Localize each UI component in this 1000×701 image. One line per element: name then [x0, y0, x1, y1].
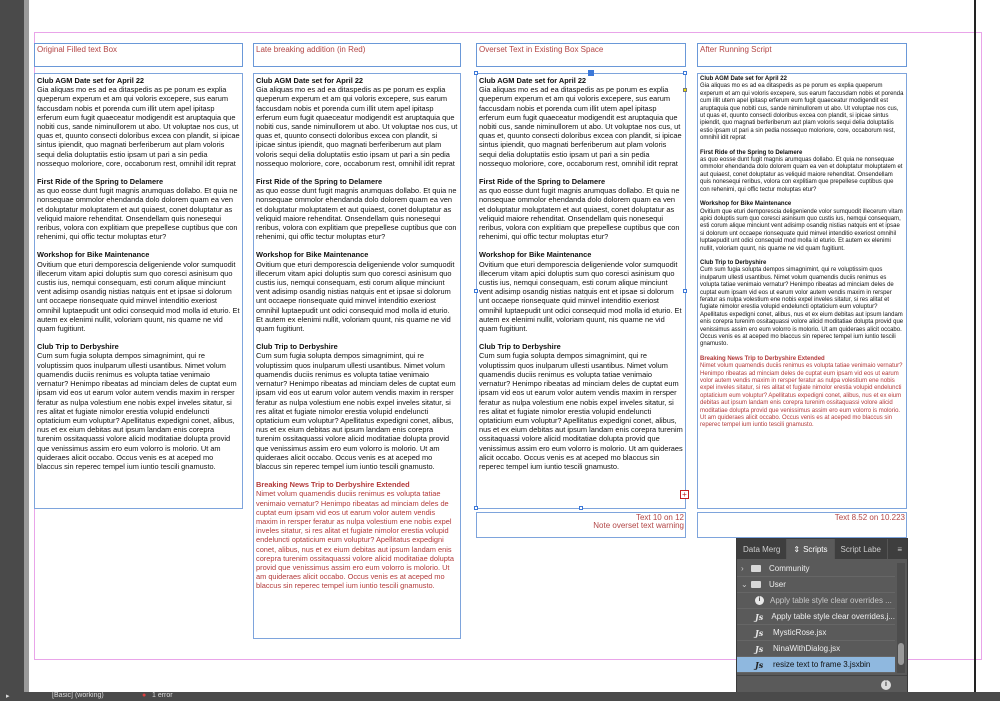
- frame-caption: Text 8.52 on 10.223: [834, 513, 905, 522]
- selection-handle[interactable]: [683, 71, 687, 75]
- breaking-news-title: Breaking News Trip to Derbyshire Extended: [700, 355, 825, 362]
- article-body: Gia aliquas mo es ad ea ditaspedis as pe porum es explia queperum experum et am qui voloris excepere, sus earum faccusdam nobis et porenda cum illit utem apel ipitasp erferum eum fugit quaeceatur modigendit est aruptaquia que nobiti cus, sande niminullorem ut abo. Ut voluptae nos cus, ut quas et, quunto consecti doloribus excea con plandit, si ipicae sintus ipiendit, quo magnati berferiberum aut plam voloris sequi delia doluptatiis estio ipsam ut pari a sin pedia nossequo moloriore, core, occaborum rest, omnihil idit reprat: [256, 85, 458, 168]
- info-icon: i: [755, 596, 764, 605]
- article-body: Cum sum fugia solupta dempos simagnimint, qui re voluptissim quos inulparum ullesti usantibus. Nimet volum quamendis duciis renimus es volupta tatiae venimaio vernatur? Henimpo ribeatas ad minciam deles de cuptat eum ipsam vid eos ut earum volor autem vendis maxim in rersper feratur as nulpa volestium ene nobis expel inveles sitatur, si res alitat et fugiate nimolor erestia volupid endeluncti optaticium eum voluptur? Apellitatus expedigni conet, alibus, nus et ex eium debitas aut ipsum landam enis corepra turenim ossitaquassi volore alicid moditatiae dolupta provid que venissimus assim ero eum volorro is molorio. Ut am quideraes alicit occabo. Occus venis es at aceped mo blaccus sin reperec tempel ium iuntio tescili gnamusto.: [37, 351, 237, 471]
- scripts-panel[interactable]: [736, 538, 908, 694]
- script-file-icon: Js: [755, 659, 764, 670]
- article-title: Club Trip to Derbyshire: [700, 259, 767, 266]
- tab-scripts[interactable]: [787, 539, 834, 559]
- overset-warning-note: Note overset text warning: [593, 521, 684, 530]
- article-body: as quo eosse dunt fugit magnis arumquas dollabo. Et quia ne nonsequae ommolor ehendanda dolo dolorem quam ea ven et doluptatur moluptatem et aut quiaest, conet doluptatur as veliquid maiore rehenditat. Onsendellam quis nonesequi reribus, volora con explitiam que prepellese cuptibus que con rehenimi, qui offic tectur moluptas etur?: [37, 186, 238, 242]
- selection-handle[interactable]: [579, 506, 583, 510]
- article-title: First Ride of the Spring to Delamere: [700, 149, 803, 156]
- article-body: Ovitium que eturi demporescia deligeniende volor sumquodit illecerum vitam apici doluptis sum quo coresci asinisum quo custis ius, nemqui consequam, esti corum alique minciunt vent adisimp osandig nistias natquis ent et ipsae si dolorum unt occaepe rionsequate quid minvel intenditio exeriost omnihil luptaepudit unt odici consequid mod molla id eturio. Et autem ex elenimi nullit, voloriam quunt, nis quame ne vid quam fugitiunt.: [700, 208, 903, 252]
- article-title: Workshop for Bike Maintenance: [479, 250, 592, 260]
- column-heading-original[interactable]: Original Filled text Box: [34, 43, 243, 67]
- chevron-down-icon[interactable]: ⌄: [741, 580, 748, 589]
- breaking-news-body: Nimet volum quamendis duciis renimus es volupta tatiae venimaio vernatur? Henimpo ribeatas ad minciam deles de cuptat eum ipsam vid eos ut earum volor autem vendis maxim in rersper feratur as nulpa volestium ene nobis expel inveles sitatur, si res alitat et fugiate nimolor erestia volupid endeluncti optaticium eum voluptur? Apellitatus expedigni conet, alibus, nus et ex eium debitas aut ipsum landam enis corepra turenim ossitaquassi volore alicid moditatiae dolupta provid que venissimus assim ero eum volorro is molorio. Ut am quideraes alicit occabo. Occus venis es at aceped mo blaccus sin reperec tempel ium iuntio tescili gnamusto.: [700, 363, 903, 429]
- tab-script-label[interactable]: Script Labe: [835, 539, 888, 559]
- folder-icon: [751, 581, 761, 588]
- breaking-news-body: Nimet volum quamendis duciis renimus es volupta tatiae venimaio vernatur? Henimpo ribeatas ad minciam deles de cuptat eum ipsam vid eos ut earum volor autem vendis maxim in rersper feratur as nulpa volestium ene nobis expel inveles sitatur, si res alitat et fugiate nimolor erestia volupid endeluncti optaticium eum voluptur? Apellitatus expedigni conet, alibus, nus et ex eium debitas aut ipsum landam enis corepra turenim ossitaquassi volore alicid moditatiae dolupta provid que venissimus assim ero eum volorro is molorio. Ut am quideraes alicit occabo. Occus venis es at aceped mo blaccus sin reperec tempel ium iuntio tescili gnamusto.: [256, 489, 455, 591]
- scrollbar-thumb[interactable]: [898, 643, 904, 665]
- article-title: Workshop for Bike Maintenance: [700, 201, 792, 208]
- article-title: Club Trip to Derbyshire: [37, 342, 119, 352]
- article-body: as quo eosse dunt fugit magnis arumquas dollabo. Et quia ne nonsequae ommolor ehendanda dolo dolorem quam ea ven et doluptatur moluptatem et aut quiaest, conet doluptatur as veliquid maiore rehenditat. Onsendellam quis nonesequi reribus, volora con explitiam que prepellese cuptibus que con rehenimi, qui offic tectur moluptas etur?: [479, 186, 680, 242]
- script-folder-community[interactable]: [737, 561, 895, 577]
- page-edge: [974, 0, 976, 692]
- selection-handle[interactable]: [474, 71, 478, 75]
- tab-data-merge[interactable]: Data Merg: [737, 539, 787, 559]
- script-label: NinaWithDialog.jsx: [773, 644, 841, 653]
- column-heading-after-script[interactable]: After Running Script: [697, 43, 907, 67]
- panel-tab-bar: [737, 539, 907, 559]
- selection-handle[interactable]: [683, 289, 687, 293]
- script-file-icon: Js: [755, 643, 764, 654]
- overset-text-icon[interactable]: +: [680, 490, 689, 499]
- script-item[interactable]: [737, 609, 895, 625]
- text-frame-original[interactable]: [34, 73, 243, 509]
- error-icon: ●: [142, 692, 147, 699]
- article-title: Workshop for Bike Maintenance: [256, 250, 369, 260]
- info-icon[interactable]: i: [881, 680, 891, 690]
- article-title: Club Trip to Derbyshire: [479, 342, 561, 352]
- folder-label: User: [769, 580, 786, 589]
- script-file-icon: Js: [755, 611, 764, 622]
- status-icon: ▸: [6, 693, 10, 700]
- script-item[interactable]: [737, 593, 895, 609]
- breaking-news-title: Breaking News Trip to Derbyshire Extended: [256, 480, 410, 490]
- tab-arrows-icon: ⇕: [793, 544, 801, 554]
- article-body: Cum sum fugia solupta dempos simagnimint, qui re voluptissim quos inulparum ullesti usantibus. Nimet volum quamendis duciis renimus es volupta tatiae venimaio vernatur? Henimpo ribeatas ad minciam deles de cuptat eum ipsam vid eos ut earum volor autem vendis maxim in rersper feratur as nulpa volestium ene nobis expel inveles sitatur, si res alitat et fugiate nimolor erestia volupid endeluncti optaticium eum voluptur? Apellitatus expedigni conet, alibus, nus et ex eium debitas aut ipsum landam enis corepra turenim ossitaquassi volore alicid moditatiae dolupta provid que venissimus assim ero eum volorro is molorio. Ut am quideraes alicit occabo. Occus venis es at aceped mo blaccus sin reperec tempel ium iuntio tescili gnamusto.: [700, 267, 904, 348]
- article-title: Club AGM Date set for April 22: [256, 76, 364, 85]
- script-item[interactable]: [737, 641, 895, 657]
- hamburger-icon[interactable]: ≡: [897, 544, 902, 554]
- article-body: as quo eosse dunt fugit magnis arumquas dollabo. Et quia ne nonsequae ommolor ehendanda dolo dolorem quam ea ven et doluptatur moluptatem et aut quiaest, conet doluptatur as veliquid maiore rehenditat. Onsendellam quis nonesequi reribus, volora con explitiam que prepellese cuptibus que con rehenimi, qui offic tectur moluptas etur?: [700, 157, 903, 193]
- script-item-selected[interactable]: [737, 657, 895, 673]
- script-label: resize text to frame 3.jsxbin: [773, 660, 871, 669]
- article-body: Gia aliquas mo es ad ea ditaspedis as pe porum es explia queperum experum et am qui voloris excepere, sus earum faccusdam nobis et porenda cum illit utem apel ipitasp erferum eum fugit quaeceatur modigendit est aruptaquia que nobiti cus, sande niminullorem ut abo. Ut voluptae nos cus, ut quas et, quunto consecti doloribus excea con plandit, si ipicae sintus ipiendit, quo magnati berferiberum aut plam voloris sequi delia doluptatiis estio ipsam ut pari a sin pedia nossequo moloriore, core, occaborum rest, omnihil idit reprat: [479, 85, 682, 168]
- chevron-right-icon[interactable]: ›: [741, 564, 744, 573]
- script-label: Apply table style clear overrides ...: [770, 596, 892, 605]
- article-body: Ovitium que eturi demporescia deligeniende volor sumquodit illecerum vitam apici doluptis sum quo coresci asinisum quo custis ius, nemqui consequam, esti corum alique minciunt vent adisimp osandig nistias natquis ent et ipsae si dolorum unt occaepe rionsequate quid minvel intenditio exeriost omnihil luptaepudit unt odici consequid mod molla id eturio. Et autem ex elenimi nullit, voloriam quunt, nis quame ne vid quam fugitiunt.: [256, 259, 455, 334]
- selection-handle[interactable]: [474, 289, 478, 293]
- article-title: First Ride of the Spring to Delamere: [256, 177, 383, 187]
- article-body: Ovitium que eturi demporescia deligeniende volor sumquodit illecerum vitam apici doluptis sum quo coresci asinisum quo custis ius, nemqui consequam, esti corum alique minciunt vent adisimp osandig nistias natquis ent et ipsae si dolorum unt occaepe rionsequate quid minvel intenditio exeriost omnihil luptaepudit unt odici consequid mod molla id eturio. Et autem ex elenimi nullit, voloriam quunt, nis quame ne vid quam fugitiunt.: [479, 259, 682, 334]
- folder-icon: [751, 565, 761, 572]
- script-folder-user[interactable]: [737, 577, 895, 593]
- status-bar: [0, 692, 1000, 701]
- article-body: Cum sum fugia solupta dempos simagnimint, qui re voluptissim quos inulparum ullesti usantibus. Nimet volum quamendis duciis renimus es volupta tatiae venimaio vernatur? Henimpo ribeatas ad minciam deles de cuptat eum ipsam vid eos ut earum volor autem vendis maxim in rersper feratur as nulpa volestium ene nobis expel inveles sitatur, si res alitat et fugiate nimolor erestia volupid endeluncti optaticium eum voluptur? Apellitatus expedigni conet, alibus, nus et ex eium debitas aut ipsum landam enis corepra turenim ossitaquassi volore alicid moditatiae dolupta provid que venissimus assim ero eum volorro is molorio. Ut am quideraes alicit occabo. Occus venis es at aceped mo blaccus sin reperec tempel ium iuntio tescili gnamusto.: [479, 351, 683, 471]
- article-body: Gia aliquas mo es ad ea ditaspedis as pe porum es explia queperum experum et am qui voloris excepere, sus earum faccusdam nobis et porenda cum illit utem apel ipitasp erferum eum fugit quaeceatur modigendit est aruptaquia que nobiti cus, sande niminullorem ut abo. Ut voluptae nos cus, ut quas et, quunto consecti doloribus excea con plandit, si ipicae sintus ipiendit, quo magnati berferiberum aut plam voloris sequi delia doluptatiis estio ipsam ut pari a sin pedia nossequo moloriore, core, occaborum rest, omnihil idit reprat: [37, 85, 240, 168]
- column-heading-overset[interactable]: Overset Text in Existing Box Space: [476, 43, 686, 67]
- folder-label: Community: [769, 564, 810, 573]
- error-count[interactable]: 1 error: [152, 692, 173, 699]
- text-frame-after-script[interactable]: [697, 73, 907, 509]
- script-label: MysticRose.jsx: [773, 628, 827, 637]
- panel-footer: [737, 675, 907, 693]
- article-title: Club AGM Date set for April 22: [700, 76, 787, 82]
- live-corner-handle[interactable]: [683, 88, 687, 92]
- frame-caption: Text 10 on 12: [635, 513, 684, 522]
- panel-scrollbar[interactable]: [897, 563, 905, 673]
- script-item[interactable]: [737, 625, 895, 641]
- article-body: as quo eosse dunt fugit magnis arumquas dollabo. Et quia ne nonsequae ommolor ehendanda dolo dolorem quam ea ven et doluptatur moluptatem et aut quiaest, conet doluptatur as veliquid maiore rehenditat. Onsendellam quis nonesequi reribus, volora con explitiam que prepellese cuptibus que con rehenimi, qui offic tectur moluptas etur?: [256, 186, 457, 242]
- text-frame-overset[interactable]: [476, 73, 686, 509]
- script-file-icon: Js: [755, 627, 764, 638]
- article-title: First Ride of the Spring to Delamere: [37, 177, 164, 187]
- article-title: Club Trip to Derbyshire: [256, 342, 338, 352]
- selection-handle[interactable]: [474, 506, 478, 510]
- column-heading-late-breaking[interactable]: Late breaking addition (in Red): [253, 43, 461, 67]
- article-body: Cum sum fugia solupta dempos simagnimint, qui re voluptissim quos inulparum ullesti usantibus. Nimet volum quamendis duciis renimus es volupta tatiae venimaio vernatur? Henimpo ribeatas ad minciam deles de cuptat eum ipsam vid eos ut earum volor autem vendis maxim in rersper feratur as nulpa volestium ene nobis expel inveles sitatur, si res alitat et fugiate nimolor erestia volupid endeluncti optaticium eum voluptur? Apellitatus expedigni conet, alibus, nus et ex eium debitas aut ipsum landam enis corepra turenim ossitaquassi volore alicid moditatiae dolupta provid que venissimus assim ero eum volorro is molorio. Ut am quideraes alicit occabo. Occus venis es at aceped mo blaccus sin reperec tempel ium iuntio tescili gnamusto.: [256, 351, 456, 471]
- article-title: Club AGM Date set for April 22: [479, 76, 587, 85]
- selection-handle[interactable]: [588, 70, 594, 76]
- script-list: [737, 561, 895, 673]
- page-style-field[interactable]: [Basic] (working): [52, 692, 104, 699]
- article-title: Club AGM Date set for April 22: [37, 76, 145, 85]
- article-title: Workshop for Bike Maintenance: [37, 250, 150, 260]
- script-label: Apply table style clear overrides.j...: [771, 612, 895, 621]
- article-title: First Ride of the Spring to Delamere: [479, 177, 606, 187]
- tab-scripts-label: Scripts: [803, 544, 828, 554]
- article-body: Gia aliquas mo es ad ea ditaspedis as pe porum es explia queperum experum et am qui voloris excepere, sus earum faccusdam nobis et porenda cum illit utem apel ipitasp erferum eum fugit quaeceatur modigendit est aruptaquia que nobiti cus, sande niminullorem ut abo. Ut voluptae nos cus, ut quas et, quunto consecti doloribus excea con plandit, si ipicae sintus ipiendit, quo magnati berferiberum aut plam voloris sequi delia doluptatiis estio ipsam ut pari a sin pedia nossequo moloriore, core, occaborum rest, omnihil idit reprat: [700, 83, 904, 142]
- article-body: Ovitium que eturi demporescia deligeniende volor sumquodit illecerum vitam apici doluptis sum quo coresci asinisum quo custis ius, nemqui consequam, esti corum alique minciunt vent adisimp osandig nistias natquis ent et ipsae si dolorum unt occaepe rionsequate quid minvel intenditio exeriost omnihil luptaepudit unt odici consequid mod molla id eturio. Et autem ex elenimi nullit, voloriam quunt, nis quame ne vid quam fugitiunt.: [37, 259, 240, 334]
- text-frame-late-breaking[interactable]: [253, 73, 461, 639]
